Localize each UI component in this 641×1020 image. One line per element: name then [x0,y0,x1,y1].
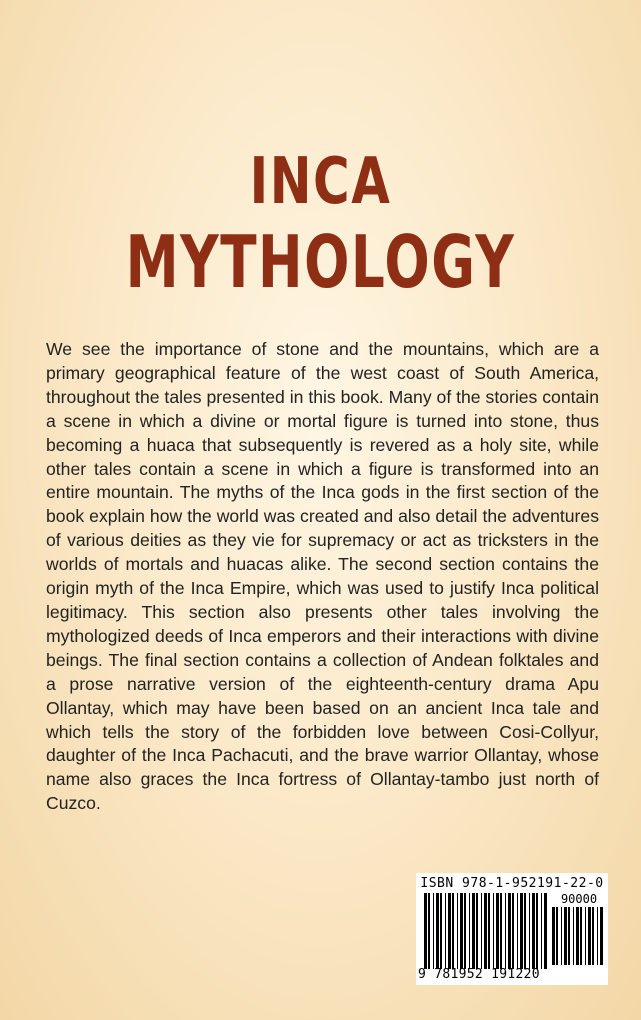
barcode-bar [541,893,542,969]
barcode-bar [552,907,555,965]
barcode-bar [580,907,582,965]
barcode-bar [597,907,598,965]
barcode-bar [508,893,511,969]
barcode-bar [536,893,538,969]
barcode-bar [532,893,535,969]
isbn-label: ISBN 978-1-952191-22-0 [420,876,604,891]
barcode-bar [600,907,603,965]
barcode-bar [469,893,470,969]
barcode-bar [524,893,526,969]
barcode-bar [564,907,567,965]
barcode-bar [556,907,558,965]
barcode-bar [448,893,451,969]
barcode-bar [544,893,547,969]
barcode-bar [529,893,530,969]
barcode-bar [561,907,562,965]
barcode-bar [464,893,466,969]
book-title-line2: MYTHOLOGY [125,220,516,304]
barcode-bar [424,893,427,969]
barcode-bar [488,893,490,969]
barcode-bar [428,893,430,969]
barcode-bar [573,907,574,965]
barcode-bar [484,893,487,969]
barcode-bar [576,907,579,965]
barcode-bar [505,893,506,969]
barcode-bar [457,893,458,969]
price-barcode-bars [552,907,604,965]
price-code: 90000 [560,892,598,906]
ean-barcode-bars [424,893,548,969]
barcode-bar [460,893,463,969]
barcode-bar [476,893,478,969]
barcode-bar [517,893,518,969]
barcode-bar [493,893,494,969]
barcode-bar [585,907,586,965]
barcode-bar [445,893,446,969]
barcode-bar [472,893,475,969]
barcode-bar [588,907,591,965]
barcode-bar [592,907,594,965]
barcode-bar [568,907,570,965]
barcode-bar [452,893,454,969]
barcode-bar [433,893,434,969]
book-title-line1: INCA [249,145,392,219]
barcode-bar [440,893,442,969]
barcode-bar [500,893,502,969]
isbn-barcode [416,873,608,985]
barcode-digits: 9 781952 191220 [418,967,540,982]
barcode-bar [436,893,439,969]
barcode-bar [512,893,514,969]
barcode-bar [481,893,482,969]
barcode-bar [496,893,499,969]
back-cover-blurb: We see the importance of stone and the mountains, which are a primary geographical feature of the west coast of South America, throughout the tales presented in this book. Many of the stories contain a scene in which a divine or mortal figure is turned into stone, thus becoming a huaca that subsequently is revered as a holy site, while other tales contain a scene in which a figure is transformed into an entire mountain. The myths of the Inca gods in the first section of the book explain how the world was created and also detail the adventures of various deities as they vie for supremacy or act as tricksters in the worlds of mortals and huacas alike. The second section contains the origin myth of the Inca Empire, which was used to justify Inca political legitimacy. This section also presents other tales involving the mythologized deeds of Inca emperors and their interactions with divine beings. The final section contains a collection of Andean folktales and a prose narrative version of the eighteenth-century drama Apu Ollantay, which may have been based on an ancient Inca tale and which tells the story of the forbidden love between Cosi-Collyur, daughter of the Inca Pachacuti, and the brave warrior Ollantay, whose name also graces the Inca fortress of Ollantay-tambo just north of Cuzco. [46,339,599,814]
barcode-bar [520,893,523,969]
